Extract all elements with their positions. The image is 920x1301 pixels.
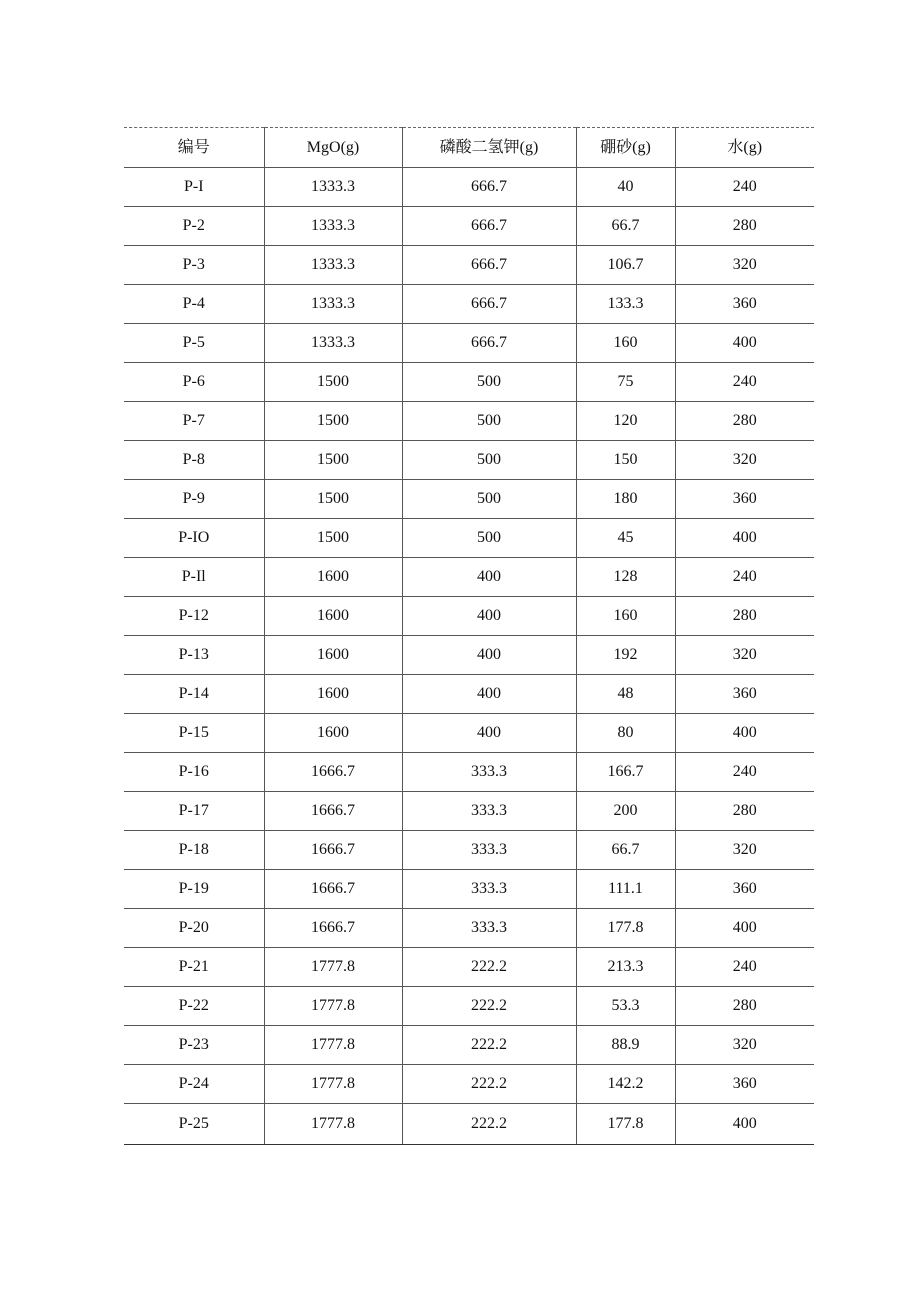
table-row [124, 987, 814, 1026]
cell-id: P-I [124, 168, 264, 207]
cell-borax: 142.2 [576, 1065, 675, 1104]
table-row [124, 519, 814, 558]
table-row [124, 636, 814, 675]
cell-borax: 166.7 [576, 753, 675, 792]
header-id: 编号 [124, 128, 264, 168]
table-body [124, 168, 814, 1145]
cell-water: 400 [675, 519, 814, 558]
cell-id: P-22 [124, 987, 264, 1026]
cell-borax: 192 [576, 636, 675, 675]
cell-mgo: 1600 [264, 636, 402, 675]
cell-mgo: 1600 [264, 558, 402, 597]
cell-id: P-16 [124, 753, 264, 792]
cell-borax: 80 [576, 714, 675, 753]
table-row [124, 441, 814, 480]
cell-borax: 45 [576, 519, 675, 558]
mix-proportion-table [124, 127, 814, 1145]
cell-kh2po4: 400 [402, 597, 576, 636]
cell-kh2po4: 400 [402, 675, 576, 714]
cell-borax: 88.9 [576, 1026, 675, 1065]
cell-id: P-25 [124, 1104, 264, 1145]
cell-id: P-Il [124, 558, 264, 597]
cell-kh2po4: 222.2 [402, 987, 576, 1026]
header-water: 水(g) [675, 128, 814, 168]
cell-borax: 111.1 [576, 870, 675, 909]
cell-id: P-3 [124, 246, 264, 285]
table-row [124, 285, 814, 324]
cell-borax: 66.7 [576, 207, 675, 246]
cell-borax: 177.8 [576, 909, 675, 948]
table-row [124, 792, 814, 831]
table-row [124, 168, 814, 207]
cell-mgo: 1777.8 [264, 1104, 402, 1145]
cell-kh2po4: 500 [402, 402, 576, 441]
table-row [124, 480, 814, 519]
table-row [124, 870, 814, 909]
cell-mgo: 1333.3 [264, 246, 402, 285]
table-row [124, 831, 814, 870]
table-row [124, 1104, 814, 1145]
cell-id: P-15 [124, 714, 264, 753]
cell-mgo: 1333.3 [264, 207, 402, 246]
cell-id: P-5 [124, 324, 264, 363]
cell-borax: 48 [576, 675, 675, 714]
cell-kh2po4: 222.2 [402, 1104, 576, 1145]
cell-water: 240 [675, 168, 814, 207]
cell-kh2po4: 333.3 [402, 909, 576, 948]
table-row [124, 363, 814, 402]
cell-borax: 200 [576, 792, 675, 831]
cell-id: P-IO [124, 519, 264, 558]
cell-id: P-8 [124, 441, 264, 480]
cell-kh2po4: 222.2 [402, 1065, 576, 1104]
cell-mgo: 1333.3 [264, 324, 402, 363]
cell-water: 360 [675, 480, 814, 519]
table-row [124, 246, 814, 285]
cell-borax: 180 [576, 480, 675, 519]
cell-kh2po4: 666.7 [402, 207, 576, 246]
cell-id: P-9 [124, 480, 264, 519]
table-row [124, 909, 814, 948]
cell-water: 320 [675, 636, 814, 675]
cell-kh2po4: 400 [402, 714, 576, 753]
table-row [124, 1065, 814, 1104]
cell-mgo: 1777.8 [264, 948, 402, 987]
cell-id: P-20 [124, 909, 264, 948]
cell-kh2po4: 666.7 [402, 324, 576, 363]
cell-mgo: 1500 [264, 441, 402, 480]
cell-kh2po4: 666.7 [402, 168, 576, 207]
cell-id: P-18 [124, 831, 264, 870]
cell-water: 240 [675, 948, 814, 987]
cell-kh2po4: 666.7 [402, 246, 576, 285]
cell-mgo: 1666.7 [264, 753, 402, 792]
table-row [124, 597, 814, 636]
cell-mgo: 1600 [264, 675, 402, 714]
table-row [124, 714, 814, 753]
cell-kh2po4: 500 [402, 441, 576, 480]
table-row [124, 207, 814, 246]
cell-borax: 133.3 [576, 285, 675, 324]
cell-id: P-13 [124, 636, 264, 675]
cell-kh2po4: 333.3 [402, 792, 576, 831]
cell-borax: 160 [576, 597, 675, 636]
cell-water: 320 [675, 1026, 814, 1065]
cell-id: P-17 [124, 792, 264, 831]
cell-water: 280 [675, 987, 814, 1026]
cell-borax: 66.7 [576, 831, 675, 870]
cell-water: 280 [675, 207, 814, 246]
cell-water: 320 [675, 441, 814, 480]
cell-id: P-23 [124, 1026, 264, 1065]
cell-mgo: 1500 [264, 363, 402, 402]
table-row [124, 1026, 814, 1065]
cell-borax: 75 [576, 363, 675, 402]
cell-water: 240 [675, 753, 814, 792]
header-row [124, 128, 814, 168]
cell-mgo: 1666.7 [264, 831, 402, 870]
cell-id: P-24 [124, 1065, 264, 1104]
cell-water: 400 [675, 909, 814, 948]
cell-borax: 150 [576, 441, 675, 480]
cell-id: P-12 [124, 597, 264, 636]
table-row [124, 675, 814, 714]
cell-borax: 213.3 [576, 948, 675, 987]
cell-kh2po4: 400 [402, 636, 576, 675]
cell-kh2po4: 500 [402, 480, 576, 519]
cell-water: 280 [675, 792, 814, 831]
cell-mgo: 1666.7 [264, 909, 402, 948]
cell-water: 280 [675, 402, 814, 441]
cell-id: P-19 [124, 870, 264, 909]
cell-kh2po4: 333.3 [402, 870, 576, 909]
cell-borax: 53.3 [576, 987, 675, 1026]
cell-id: P-6 [124, 363, 264, 402]
cell-water: 240 [675, 558, 814, 597]
cell-mgo: 1500 [264, 480, 402, 519]
cell-mgo: 1500 [264, 519, 402, 558]
cell-id: P-4 [124, 285, 264, 324]
cell-mgo: 1777.8 [264, 1065, 402, 1104]
cell-borax: 177.8 [576, 1104, 675, 1145]
header-mgo: MgO(g) [264, 128, 402, 168]
cell-borax: 106.7 [576, 246, 675, 285]
cell-id: P-7 [124, 402, 264, 441]
cell-water: 400 [675, 714, 814, 753]
cell-mgo: 1666.7 [264, 792, 402, 831]
cell-mgo: 1600 [264, 714, 402, 753]
cell-kh2po4: 500 [402, 519, 576, 558]
cell-water: 360 [675, 870, 814, 909]
cell-kh2po4: 400 [402, 558, 576, 597]
cell-kh2po4: 222.2 [402, 1026, 576, 1065]
cell-kh2po4: 500 [402, 363, 576, 402]
cell-kh2po4: 666.7 [402, 285, 576, 324]
cell-mgo: 1777.8 [264, 1026, 402, 1065]
table-header [124, 128, 814, 168]
cell-mgo: 1500 [264, 402, 402, 441]
cell-water: 400 [675, 324, 814, 363]
cell-water: 320 [675, 246, 814, 285]
cell-water: 240 [675, 363, 814, 402]
cell-borax: 40 [576, 168, 675, 207]
cell-water: 360 [675, 675, 814, 714]
cell-water: 360 [675, 285, 814, 324]
cell-mgo: 1666.7 [264, 870, 402, 909]
cell-id: P-21 [124, 948, 264, 987]
cell-id: P-2 [124, 207, 264, 246]
table-row [124, 558, 814, 597]
cell-kh2po4: 222.2 [402, 948, 576, 987]
cell-id: P-14 [124, 675, 264, 714]
header-borax: 硼砂(g) [576, 128, 675, 168]
table-row [124, 753, 814, 792]
cell-mgo: 1777.8 [264, 987, 402, 1026]
cell-kh2po4: 333.3 [402, 831, 576, 870]
cell-borax: 120 [576, 402, 675, 441]
header-kh2po4: 磷酸二氢钾(g) [402, 128, 576, 168]
cell-kh2po4: 333.3 [402, 753, 576, 792]
cell-borax: 128 [576, 558, 675, 597]
cell-mgo: 1333.3 [264, 285, 402, 324]
table-row [124, 948, 814, 987]
cell-water: 400 [675, 1104, 814, 1145]
table-row [124, 402, 814, 441]
table-row [124, 324, 814, 363]
cell-mgo: 1600 [264, 597, 402, 636]
cell-water: 280 [675, 597, 814, 636]
cell-water: 360 [675, 1065, 814, 1104]
cell-borax: 160 [576, 324, 675, 363]
cell-mgo: 1333.3 [264, 168, 402, 207]
cell-water: 320 [675, 831, 814, 870]
